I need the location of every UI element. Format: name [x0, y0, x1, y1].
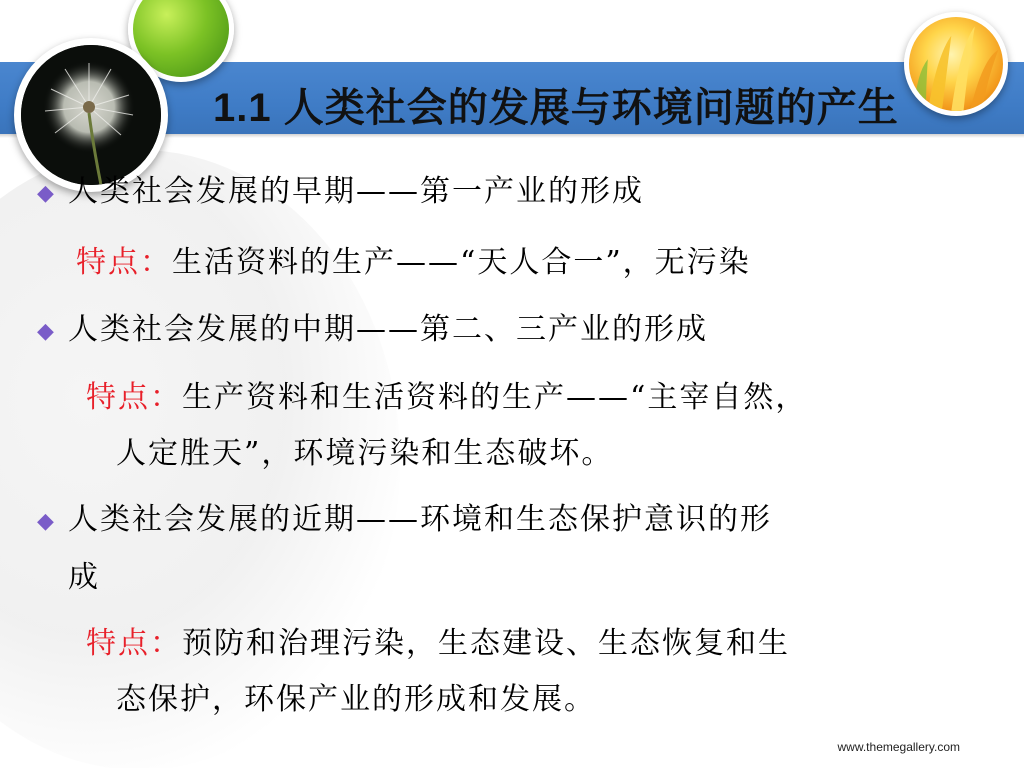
section-1-feature [76, 243, 751, 283]
flower-petals-graphic [909, 17, 1003, 111]
section-3-heading: 人类社会发展的近期——环境和生态保护意识的形 [68, 502, 772, 537]
feature-text: 生活资料的生产——“天人合一”，无污染 [172, 245, 751, 280]
feature-text: 生产资料和生活资料的生产——“主宰自然， [182, 380, 808, 415]
feature-label: 特点： [86, 380, 182, 415]
section-3-heading-continued: 成 [68, 560, 100, 595]
section-3-feature-continued: 态保护，环保产业的形成和发展。 [116, 682, 596, 717]
slide-title: 1.1 人类社会的发展与环境问题的产生 [213, 86, 899, 130]
feature-label: 特点： [76, 245, 172, 280]
section-2-feature [86, 378, 807, 418]
diamond-bullet-icon: ◆ [37, 181, 54, 206]
flower-photo [904, 12, 1008, 116]
section-2-heading: 人类社会发展的中期——第二、三产业的形成 [68, 312, 708, 347]
diamond-bullet-icon: ◆ [37, 509, 54, 534]
section-3-feature [86, 624, 790, 664]
diamond-bullet-icon: ◆ [37, 319, 54, 344]
dandelion-graphic [21, 45, 161, 185]
section-2-feature-continued: 人定胜天”，环境污染和生态破坏。 [116, 436, 614, 471]
feature-text: 预防和治理污染，生态建设、生态恢复和生 [182, 626, 790, 661]
footer-url: www.themegallery.com [837, 740, 960, 754]
section-1-heading: 人类社会发展的早期——第一产业的形成 [68, 174, 644, 209]
dandelion-photo [14, 38, 168, 192]
feature-label: 特点： [86, 626, 182, 661]
